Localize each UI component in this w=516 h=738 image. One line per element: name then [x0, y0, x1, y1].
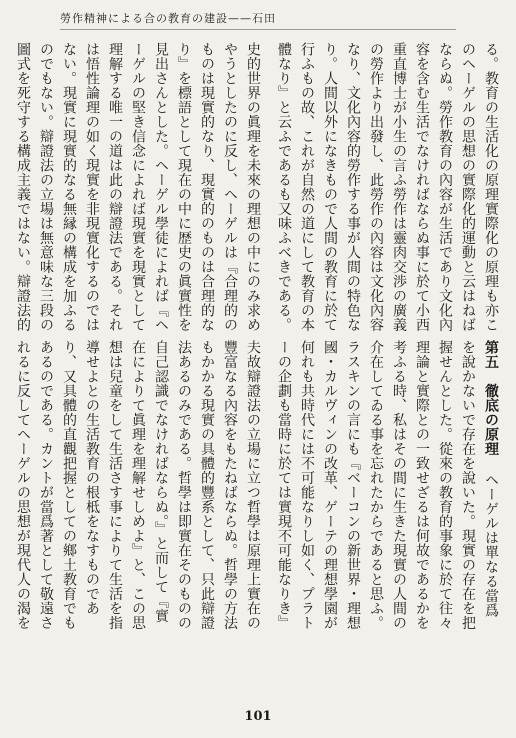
running-head: 勞作精神による合の教育の建設——石田 [60, 10, 456, 30]
text-column-right-bottom [272, 340, 502, 630]
page-number: 101 [244, 709, 272, 724]
text-column-left-bottom: 夫故辯證法の立場に立つ哲學は原理上實在の豐富なる內容をもたねばならぬ。哲學の方法もかかる現實の具體的豐系として、只此辯證法あるのみである。哲學は即實在そのものの自己認識でなければならぬ。』と而して『實在によりて眞理を理解せしめよ』と、この思想は兒童をして生活さす事によりて生活を指導せよとの生活教育の根柢をなすものであり、又具體的直觀把握としての鄉土教育でもあるのである。カントが當爲著として敬遠されるに反してヘーゲルの思想が現代人の渴を [15, 340, 261, 630]
text-column-left-top: 史的世界の眞理を未來の理想の中にのみ求めやうとしたのに反し、ヘーゲルは『合理的のものは現實的なり、現實的のものは合理的なり』を標語として現在の中に歴史の眞實性を見出さんとした。ヘーゲル學徒によれば『ヘーゲルの堅き信念によれば現實を現實として理解する唯一の道は此の辯證法である。それは悟性論理の如く現實を非現實化するのではない。現實に現實的なる無縁の構成を加ふるのでもない。辯證法の立場は無意味な三段の圖式を死守する構成主義ではない。辯證法的 [15, 42, 261, 332]
section-body: ヘーゲルは單なる當爲を說かないで存在を說いた。現實の存在を把握せんとした。從來の教育的事象に於て往々理論と實際との一致せざるは何故であるかを考ふる時、私はその間に生きた現實の人間の介在してゐる事を忘れたからであると思ふ。ラスキンの言にも『ベーコンの新世界・理想國・カルヴィンの改革、ゲーテの理想學園が何れも共時代には不可能なりし如く、プラトーの企劃も當時に於ては實現不可能なりき』 [276, 340, 499, 630]
text-column-right-top: る。教育の生活化の原理實際化の原理も亦このヘーゲルの思想の實際化的運動と云はねばならぬ。勞作教育の內容が生活であり文化內容を含む生活でなければならぬ事に於て小西重直博士が小生の言ふ勞作は靈肉交渉の廣義の勞作より出發し、此勞作の內容は文化內容なり、文化內容的勞作する事が人間の特色なり。人間以外になきもので人間の教育に於て行ふもの故、これが自然の道にして教育の本體なり』と云ふであるも又味ふべきである。 [276, 42, 499, 332]
section-heading: 第五 徹底の原理 [483, 340, 499, 456]
